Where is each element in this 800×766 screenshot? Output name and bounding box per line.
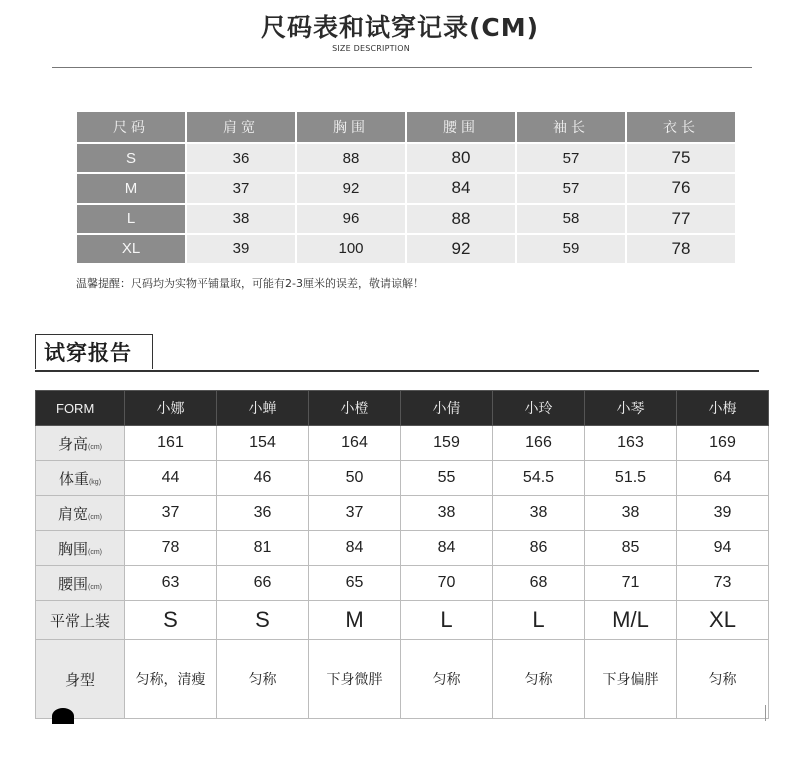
table-cell: S <box>125 601 217 640</box>
row-label-height <box>36 426 125 461</box>
table-cell: 38 <box>493 496 585 531</box>
table-cell: XL <box>677 601 769 640</box>
row-label-body-shape <box>36 640 125 719</box>
page-subtitle: SIZE DESCRIPTION <box>332 44 410 53</box>
col-header-bust: 胸围 <box>297 112 405 142</box>
table-cell: 下身微胖 <box>309 640 401 719</box>
table-cell: 44 <box>125 461 217 496</box>
table-cell: 57 <box>517 174 625 202</box>
person-header: 小倩 <box>401 391 493 426</box>
table-cell: 76 <box>627 174 735 202</box>
col-header-sleeve: 袖长 <box>517 112 625 142</box>
col-header-size: 尺码 <box>77 112 185 142</box>
row-label-unit: (cm) <box>88 513 102 521</box>
table-cell: 81 <box>217 531 309 566</box>
table-cell: 166 <box>493 426 585 461</box>
form-header: FORM <box>36 391 125 426</box>
person-header: 小橙 <box>309 391 401 426</box>
table-cell: 100 <box>297 235 405 263</box>
size-label: S <box>77 144 185 172</box>
table-cell: 54.5 <box>493 461 585 496</box>
table-row <box>36 640 769 719</box>
person-header: 小蝉 <box>217 391 309 426</box>
table-cell: 匀称，清瘦 <box>125 640 217 719</box>
table-cell: 匀称 <box>217 640 309 719</box>
table-cell: 84 <box>309 531 401 566</box>
row-label-text: 身型 <box>64 671 95 689</box>
table-cell: 匀称 <box>677 640 769 719</box>
table-cell: 71 <box>585 566 677 601</box>
table-cell: M/L <box>585 601 677 640</box>
row-label-text: 胸围 <box>57 540 88 558</box>
person-header: 小娜 <box>125 391 217 426</box>
table-cell: 88 <box>407 205 515 233</box>
table-cell: 37 <box>125 496 217 531</box>
table-cell: 77 <box>627 205 735 233</box>
table-cell: 80 <box>407 144 515 172</box>
table-cell: 96 <box>297 205 405 233</box>
size-label: XL <box>77 235 185 263</box>
table-cell: 75 <box>627 144 735 172</box>
table-cell: 38 <box>187 205 295 233</box>
table-cell: 37 <box>309 496 401 531</box>
table-cell: 159 <box>401 426 493 461</box>
col-header-waist: 腰围 <box>407 112 515 142</box>
row-label-unit: (cm) <box>88 548 102 556</box>
table-cell: 73 <box>677 566 769 601</box>
row-label-weight <box>36 461 125 496</box>
measurement-note: 温馨提醒：尺码均为实物平铺量取，可能有2-3厘米的误差，敬请谅解！ <box>76 277 424 290</box>
table-cell: 65 <box>309 566 401 601</box>
col-header-length: 衣长 <box>627 112 735 142</box>
table-cell: 36 <box>217 496 309 531</box>
table-row <box>36 601 769 640</box>
table-row <box>36 531 769 566</box>
table-row <box>77 174 735 202</box>
row-label-unit: (cm) <box>88 443 102 451</box>
table-cell: 94 <box>677 531 769 566</box>
table-cell: 84 <box>407 174 515 202</box>
table-cell: S <box>217 601 309 640</box>
row-label-unit: (kg) <box>88 478 102 486</box>
col-header-shoulder: 肩宽 <box>187 112 295 142</box>
table-row <box>36 496 769 531</box>
table-cell: 匀称 <box>493 640 585 719</box>
person-header: 小琴 <box>585 391 677 426</box>
row-label-shoulder <box>36 496 125 531</box>
table-cell: 88 <box>297 144 405 172</box>
row-label-text: 肩宽 <box>57 505 88 523</box>
table-cell: 38 <box>585 496 677 531</box>
header-divider <box>52 67 752 68</box>
table-cell: 59 <box>517 235 625 263</box>
row-label-usual-size: 平常上装 <box>36 601 125 640</box>
table-cell: 下身偏胖 <box>585 640 677 719</box>
try-on-report-table <box>35 390 769 719</box>
table-cell: 86 <box>493 531 585 566</box>
black-blob-icon <box>52 708 74 724</box>
table-cell: L <box>493 601 585 640</box>
table-cell: 38 <box>401 496 493 531</box>
table-cell: 55 <box>401 461 493 496</box>
person-header: 小梅 <box>677 391 769 426</box>
table-row <box>36 426 769 461</box>
table-cell: L <box>401 601 493 640</box>
table-cell: 163 <box>585 426 677 461</box>
report-header-row <box>36 391 769 426</box>
size-label: M <box>77 174 185 202</box>
table-cell: 164 <box>309 426 401 461</box>
table-cell: 匀称 <box>401 640 493 719</box>
table-cell: 84 <box>401 531 493 566</box>
table-cell: 92 <box>297 174 405 202</box>
table-cell: 57 <box>517 144 625 172</box>
table-cell: 70 <box>401 566 493 601</box>
person-header: 小玲 <box>493 391 585 426</box>
row-label-unit: (cm) <box>88 583 102 591</box>
table-row <box>77 205 735 233</box>
row-label-waist <box>36 566 125 601</box>
row-label-text: 腰围 <box>57 575 88 593</box>
table-row <box>77 235 735 263</box>
table-cell: 46 <box>217 461 309 496</box>
table-row <box>77 144 735 172</box>
page-title: 尺码表和试穿记录(CM) <box>260 13 540 42</box>
table-cell: 36 <box>187 144 295 172</box>
table-row <box>36 461 769 496</box>
table-row <box>36 566 769 601</box>
row-label-text: 体重 <box>58 470 89 488</box>
row-label-bust <box>36 531 125 566</box>
table-cell: 78 <box>627 235 735 263</box>
table-cell: 154 <box>217 426 309 461</box>
edge-mark <box>765 705 766 721</box>
table-cell: 68 <box>493 566 585 601</box>
table-cell: 92 <box>407 235 515 263</box>
table-cell: 39 <box>677 496 769 531</box>
table-cell: M <box>309 601 401 640</box>
row-label-text: 身高 <box>57 435 88 453</box>
size-label: L <box>77 205 185 233</box>
table-cell: 66 <box>217 566 309 601</box>
table-cell: 161 <box>125 426 217 461</box>
size-chart-table <box>75 110 737 265</box>
section-title: 试穿报告 <box>44 341 132 365</box>
table-cell: 58 <box>517 205 625 233</box>
table-cell: 63 <box>125 566 217 601</box>
section-divider <box>35 370 759 372</box>
table-cell: 85 <box>585 531 677 566</box>
table-cell: 78 <box>125 531 217 566</box>
size-table-header-row <box>77 112 735 142</box>
table-cell: 37 <box>187 174 295 202</box>
table-cell: 169 <box>677 426 769 461</box>
table-cell: 51.5 <box>585 461 677 496</box>
table-cell: 50 <box>309 461 401 496</box>
table-cell: 39 <box>187 235 295 263</box>
table-cell: 64 <box>677 461 769 496</box>
